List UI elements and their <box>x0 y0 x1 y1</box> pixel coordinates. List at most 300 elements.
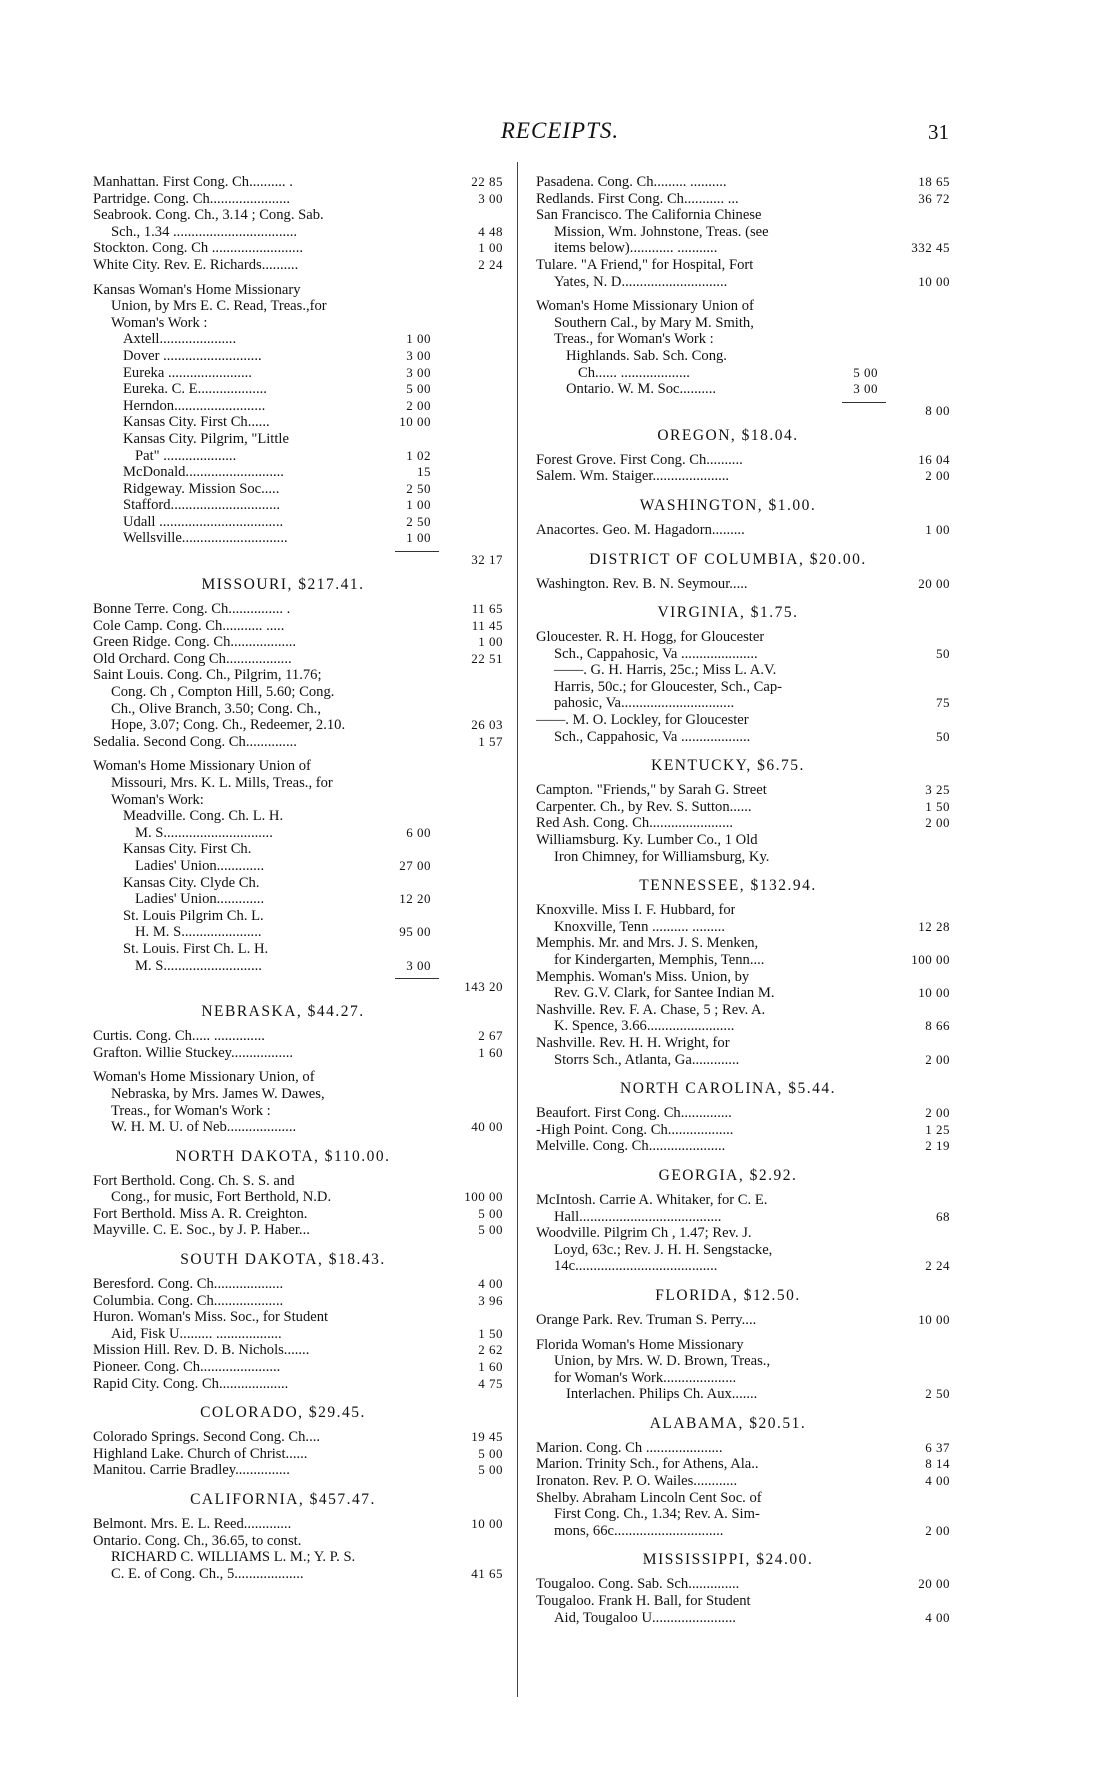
entry-text: Iron Chimney, for Williamsburg, Ky. <box>554 848 770 865</box>
entry-amount: 68 <box>936 1208 950 1224</box>
subtotal-amount: 1 00 <box>406 331 431 347</box>
entry-amount: 26 03 <box>471 717 503 733</box>
entry-line <box>536 365 950 382</box>
entry-amount: 2 00 <box>925 1051 950 1067</box>
entry-text: Eureka ....................... <box>123 364 252 381</box>
entry-amount: 40 00 <box>471 1119 503 1135</box>
entry-amount: 1 00 <box>478 634 503 650</box>
entry-text: St. Louis Pilgrim Ch. L. <box>123 907 264 924</box>
entry-line <box>536 1337 950 1354</box>
entry-amount: 1 00 <box>478 240 503 256</box>
entry-line <box>536 815 950 832</box>
entry-amount: 3 00 <box>478 190 503 206</box>
entry-text: Sch., Cappahosic, Va ................... <box>554 728 751 745</box>
entry-text: Tougaloo. Cong. Sab. Sch.............. <box>536 1576 740 1593</box>
entry-text: Sch., Cappahosic, Va ..................... <box>554 645 758 662</box>
entry-text: C. E. of Cong. Ch., 5................... <box>111 1565 304 1582</box>
entry-line <box>93 191 503 208</box>
subtotal-amount: 3 00 <box>853 381 878 397</box>
entry-text: Aid, Fisk U......... .................. <box>111 1325 282 1342</box>
entry-line <box>93 1206 503 1223</box>
entry-line <box>536 1593 950 1610</box>
entry-text: Ladies' Union............. <box>135 891 265 908</box>
entry-text: Ch...... ................... <box>578 364 690 381</box>
entry-text: Washington. Rev. B. N. Seymour..... <box>536 575 748 592</box>
entry-text: Stafford.............................. <box>123 497 281 514</box>
entry-amount: 10 00 <box>918 1311 950 1327</box>
entry-text: ——. G. H. Harris, 25c.; Miss L. A.V. <box>554 662 777 679</box>
entry-line <box>93 1189 503 1206</box>
state-heading: NORTH CAROLINA, $5.44. <box>620 1080 836 1098</box>
entry-text: Melville. Cong. Ch..................... <box>536 1138 726 1155</box>
subtotal-amount: 15 <box>417 464 431 480</box>
entry-line <box>536 782 950 799</box>
entry-line <box>93 282 503 299</box>
group-total: 32 17 <box>471 552 503 568</box>
entry-text: Sedalia. Second Cong. Ch.............. <box>93 733 297 750</box>
entry-line <box>93 224 503 241</box>
spacer <box>93 274 503 282</box>
entry-text: K. Spence, 3.66........................ <box>554 1018 735 1035</box>
entry-amount: 22 85 <box>471 174 503 189</box>
entry-text: Pasadena. Cong. Ch......... .......... <box>536 174 727 190</box>
rule-line <box>395 978 439 979</box>
entry-amount: 4 00 <box>925 1473 950 1489</box>
entry-line <box>536 1258 950 1275</box>
entry-line <box>93 701 503 718</box>
entry-amount: 10 00 <box>471 1516 503 1531</box>
entry-text: Ladies' Union............. <box>135 857 265 874</box>
entry-line <box>536 695 950 712</box>
subtotal-amount: 1 02 <box>406 447 431 463</box>
entry-text: Loyd, 63c.; Rev. J. H. H. Sengstacke, <box>554 1241 773 1258</box>
state-heading: FLORIDA, $12.50. <box>655 1286 801 1304</box>
state-heading: WASHINGTON, $1.00. <box>639 496 817 514</box>
entry-text: Orange Park. Rev. Truman S. Perry.... <box>536 1311 757 1328</box>
entry-text: Woman's Home Missionary Union of <box>93 758 311 775</box>
entry-text: Southern Cal., by Mary M. Smith, <box>554 314 754 331</box>
entry-amount: 10 00 <box>918 273 950 289</box>
entry-line <box>93 792 503 809</box>
subtotal-amount: 10 00 <box>399 414 431 430</box>
entry-amount: 2 19 <box>925 1138 950 1154</box>
entry-amount: 4 00 <box>478 1276 503 1292</box>
entry-line <box>93 1293 503 1310</box>
entry-amount: 1 00 <box>925 521 950 537</box>
entry-line <box>93 348 503 365</box>
entry-line <box>536 849 950 866</box>
entry-text: Nashville. Rev. H. H. Wright, for <box>536 1034 730 1051</box>
entry-line <box>536 679 950 696</box>
entry-text: Rapid City. Cong. Ch................... <box>93 1375 289 1392</box>
entry-text: Beresford. Cong. Ch................... <box>93 1276 284 1293</box>
entry-text: Beaufort. First Cong. Ch.............. <box>536 1105 732 1122</box>
entry-text: Nebraska, by Mrs. James W. Dawes, <box>111 1085 325 1102</box>
entry-line <box>536 729 950 746</box>
entry-line <box>93 651 503 668</box>
entry-text: Forest Grove. First Cong. Ch.......... <box>536 451 743 468</box>
entry-amount: 20 00 <box>918 575 950 591</box>
entry-line <box>93 1028 503 1045</box>
entry-text: Axtell..................... <box>123 331 237 348</box>
entry-text: Huron. Woman's Miss. Soc., for Student <box>93 1309 329 1326</box>
entry-line <box>536 1370 950 1387</box>
entry-line <box>93 1103 503 1120</box>
subtotal-amount: 1 00 <box>406 530 431 546</box>
group-total: 143 20 <box>464 979 503 995</box>
entry-line <box>93 1462 503 1479</box>
entry-text: Treas., for Woman's Work : <box>111 1102 271 1119</box>
subtotal-amount: 3 00 <box>406 347 431 363</box>
entry-line <box>93 481 503 498</box>
page-number: 31 <box>928 120 949 144</box>
entry-line <box>93 775 503 792</box>
entry-line <box>93 1376 503 1393</box>
entry-text: Cong. Ch , Compton Hill, 5.60; Cong. <box>111 684 335 701</box>
entry-line <box>536 174 950 191</box>
entry-line <box>536 712 950 729</box>
state-heading: TENNESSEE, $132.94. <box>639 877 817 895</box>
entry-text: Shelby. Abraham Lincoln Cent Soc. of <box>536 1489 762 1506</box>
entry-line <box>93 1446 503 1463</box>
entry-line <box>536 1490 950 1507</box>
entry-text: Belmont. Mrs. E. L. Reed............. <box>93 1516 292 1532</box>
entry-text: Rev. G.V. Clark, for Santee Indian M. <box>554 985 775 1002</box>
entry-line <box>536 452 950 469</box>
entry-line <box>93 1342 503 1359</box>
entry-text: St. Louis. First Ch. L. H. <box>123 940 269 957</box>
entry-text: Knoxville, Tenn .......... ......... <box>554 918 725 935</box>
entry-text: Manhattan. First Cong. Ch.......... . <box>93 174 293 190</box>
entry-line <box>536 331 950 348</box>
entry-line <box>93 1533 503 1550</box>
entry-line <box>93 808 503 825</box>
entry-line <box>93 758 503 775</box>
subtotal-amount: 1 00 <box>406 497 431 513</box>
entry-text: -High Point. Cong. Ch.................. <box>536 1121 734 1138</box>
entry-line <box>93 891 503 908</box>
entry-line <box>536 348 950 365</box>
subtotal-amount: 2 50 <box>406 513 431 529</box>
entry-text: Union, by Mrs E. C. Read, Treas.,for <box>111 298 327 315</box>
entry-text: Campton. "Friends," by Sarah G. Street <box>536 782 767 799</box>
subtotal-amount: 27 00 <box>399 857 431 873</box>
subtotal-rule <box>93 547 503 568</box>
entry-amount: 11 65 <box>471 601 503 617</box>
entry-line <box>93 825 503 842</box>
state-heading: SOUTH DAKOTA, $18.43. <box>180 1251 386 1269</box>
entry-amount: 12 28 <box>918 918 950 934</box>
entry-text: Green Ridge. Cong. Ch.................. <box>93 634 297 651</box>
entry-line <box>93 174 503 191</box>
left-column <box>93 174 503 1582</box>
state-heading: DISTRICT OF COLUMBIA, $20.00. <box>589 550 867 568</box>
entry-text: Mission Hill. Rev. D. B. Nichols....... <box>93 1342 310 1359</box>
entry-line <box>93 365 503 382</box>
entry-amount: 2 00 <box>925 1522 950 1538</box>
entry-text: Seabrook. Cong. Ch., 3.14 ; Cong. Sab. <box>93 207 324 224</box>
entry-line <box>536 1018 950 1035</box>
entry-text: Ontario. Cong. Ch., 36.65, to const. <box>93 1532 302 1549</box>
entry-amount: 19 45 <box>471 1429 503 1445</box>
spacer <box>536 290 950 298</box>
entry-line <box>93 908 503 925</box>
entry-amount: 22 51 <box>471 650 503 666</box>
entry-line <box>93 734 503 751</box>
entry-text: Eureka. C. E................... <box>123 381 267 398</box>
entry-line <box>536 919 950 936</box>
entry-line <box>536 629 950 646</box>
entry-line <box>93 530 503 547</box>
entry-text: Saint Louis. Cong. Ch., Pilgrim, 11.76; <box>93 667 322 684</box>
entry-amount: 8 66 <box>925 1018 950 1034</box>
entry-line <box>93 667 503 684</box>
subtotal-amount: 2 50 <box>406 480 431 496</box>
entry-amount: 2 62 <box>478 1342 503 1358</box>
entry-line <box>536 1052 950 1069</box>
entry-text: Udall .................................. <box>123 513 284 530</box>
rule-line <box>395 551 439 552</box>
entry-amount: 5 00 <box>478 1205 503 1221</box>
entry-amount: 5 00 <box>478 1462 503 1478</box>
entry-text: Manitou. Carrie Bradley............... <box>93 1462 290 1479</box>
entry-text: Florida Woman's Home Missionary <box>536 1336 744 1353</box>
entry-text: Fort Berthold. Miss A. R. Creighton. <box>93 1205 308 1222</box>
entry-amount: 2 00 <box>925 815 950 831</box>
entry-text: Carpenter. Ch., by Rev. S. Sutton...... <box>536 798 752 815</box>
entry-line <box>93 414 503 431</box>
entry-text: Kansas City. First Ch. <box>123 841 252 858</box>
entry-text: for Kindergarten, Memphis, Tenn.... <box>554 952 765 968</box>
entry-text: McDonald........................... <box>123 464 284 481</box>
entry-amount: 1 50 <box>925 798 950 814</box>
entry-line <box>536 1242 950 1259</box>
entry-amount: 16 04 <box>918 451 950 467</box>
entry-text: White City. Rev. E. Richards.......... <box>93 256 299 273</box>
entry-text: Fort Berthold. Cong. Ch. S. S. and <box>93 1172 295 1189</box>
spacer <box>93 750 503 758</box>
entry-amount: 100 00 <box>464 1189 503 1205</box>
entry-line <box>93 448 503 465</box>
entry-text: Wellsville............................. <box>123 530 288 547</box>
entry-text: Red Ash. Cong. Ch....................... <box>536 815 734 832</box>
entry-line <box>93 958 503 975</box>
state-heading: MISSOURI, $217.41. <box>201 576 365 594</box>
entry-text: pahosic, Va............................... <box>554 695 735 712</box>
entry-text: H. M. S...................... <box>135 924 262 941</box>
entry-text: Meadville. Cong. Ch. L. H. <box>123 808 284 825</box>
entry-text: W. H. M. U. of Neb................... <box>111 1119 297 1136</box>
entry-amount: 4 48 <box>478 223 503 239</box>
entry-text: Highland Lake. Church of Christ...... <box>93 1445 308 1462</box>
entry-amount: 2 50 <box>925 1386 950 1402</box>
entry-line <box>536 1456 950 1473</box>
entry-text: Ridgeway. Mission Soc..... <box>123 480 280 497</box>
entry-text: Highlands. Sab. Sch. Cong. <box>566 347 727 364</box>
entry-amount: 50 <box>936 645 950 661</box>
entry-text: Columbia. Cong. Ch................... <box>93 1292 284 1309</box>
entry-line <box>536 1440 950 1457</box>
entry-text: items below)............ ........... <box>554 240 718 257</box>
entry-line <box>93 924 503 941</box>
entry-line <box>536 662 950 679</box>
subtotal-amount: 12 20 <box>399 891 431 907</box>
entry-line <box>93 464 503 481</box>
entry-amount: 1 60 <box>478 1044 503 1060</box>
entry-line <box>536 1473 950 1490</box>
entry-text: Hall....................................... <box>554 1208 722 1225</box>
entry-amount: 6 37 <box>925 1439 950 1455</box>
state-heading: CALIFORNIA, $457.47. <box>190 1491 376 1508</box>
state-heading: VIRGINIA, $1.75. <box>657 604 799 622</box>
entry-text: Woman's Home Missionary Union, of <box>93 1069 315 1086</box>
subtotal-amount: 5 00 <box>406 381 431 397</box>
entry-text: Redlands. First Cong. Ch........... ... <box>536 190 739 207</box>
entry-amount: 4 75 <box>478 1375 503 1391</box>
entry-line <box>93 1173 503 1190</box>
entry-text: Mayville. C. E. Soc., by J. P. Haber... <box>93 1222 310 1239</box>
subtotal-amount: 5 00 <box>853 364 878 380</box>
entry-line <box>536 1386 950 1403</box>
entry-amount: 10 00 <box>918 985 950 1001</box>
entry-line <box>536 799 950 816</box>
entry-line <box>536 1122 950 1139</box>
entry-amount: 8 14 <box>925 1456 950 1472</box>
state-heading: COLORADO, $29.45. <box>200 1404 366 1422</box>
entry-text: Ch., Olive Branch, 3.50; Cong. Ch., <box>111 700 321 717</box>
entry-line <box>536 1035 950 1052</box>
entry-line <box>536 381 950 398</box>
state-heading: NEBRASKA, $44.27. <box>201 1003 365 1021</box>
entry-line <box>536 1353 950 1370</box>
entry-line <box>536 257 950 274</box>
entry-line <box>536 935 950 952</box>
entry-line <box>93 1276 503 1293</box>
entry-line <box>536 522 950 539</box>
entry-line <box>93 240 503 257</box>
entry-line <box>93 684 503 701</box>
entry-amount: 4 00 <box>925 1609 950 1625</box>
entry-text: Pat" .................... <box>135 447 237 464</box>
entry-amount: 5 00 <box>478 1445 503 1461</box>
entry-line <box>93 875 503 892</box>
entry-line <box>536 1105 950 1122</box>
entry-line <box>536 1209 950 1226</box>
entry-text: Partridge. Cong. Ch...................... <box>93 190 291 207</box>
entry-text: San Francisco. The California Chinese <box>536 207 762 224</box>
entry-text: for Woman's Work.................... <box>554 1369 737 1386</box>
entry-line <box>536 468 950 485</box>
entry-text: Knoxville. Miss I. F. Hubbard, for <box>536 902 736 919</box>
entry-text: M. S.............................. <box>135 824 273 841</box>
entry-line <box>93 1069 503 1086</box>
entry-amount: 1 50 <box>478 1325 503 1341</box>
entry-text: Memphis. Woman's Miss. Union, by <box>536 968 750 985</box>
entry-line <box>536 274 950 291</box>
entry-text: Old Orchard. Cong Ch.................. <box>93 650 292 667</box>
entry-line <box>536 1576 950 1593</box>
entry-line <box>93 941 503 958</box>
state-heading: NORTH DAKOTA, $110.00. <box>175 1147 391 1165</box>
entry-line <box>536 1523 950 1540</box>
entry-line <box>93 841 503 858</box>
entry-text: McIntosh. Carrie A. Whitaker, for C. E. <box>536 1191 768 1208</box>
entry-amount: 332 45 <box>911 240 950 256</box>
entry-amount: 36 72 <box>918 190 950 206</box>
entry-text: Dover ........................... <box>123 347 262 364</box>
entry-amount: 1 25 <box>925 1121 950 1137</box>
subtotal-amount: 95 00 <box>399 924 431 940</box>
subtotal-amount: 6 00 <box>406 824 431 840</box>
entry-text: Hope, 3.07; Cong. Ch., Redeemer, 2.10. <box>111 717 346 734</box>
entry-line <box>536 1225 950 1242</box>
entry-text: Harris, 50c.; for Gloucester, Sch., Cap- <box>554 678 782 695</box>
entry-line <box>93 257 503 274</box>
entry-amount: 3 25 <box>925 782 950 798</box>
entry-line <box>536 1312 950 1329</box>
entry-line <box>93 381 503 398</box>
entry-text: Anacortes. Geo. M. Hagadorn......... <box>536 521 745 538</box>
entry-amount: 2 24 <box>925 1258 950 1274</box>
entry-text: Bonne Terre. Cong. Ch............... . <box>93 601 291 618</box>
entry-line <box>536 207 950 224</box>
entry-line <box>536 1610 950 1627</box>
entry-amount: 1 60 <box>478 1359 503 1375</box>
state-heading: ALABAMA, $20.51. <box>649 1414 807 1432</box>
entry-text: Mission, Wm. Johnstone, Treas. (see <box>554 223 769 240</box>
state-heading: MISSISSIPPI, $24.00. <box>642 1551 814 1569</box>
entry-line <box>536 1002 950 1019</box>
spacer <box>536 1329 950 1337</box>
entry-line <box>93 207 503 224</box>
entry-text: Union, by Mrs. W. D. Brown, Treas., <box>554 1353 771 1370</box>
subtotal-rule <box>536 398 950 418</box>
entry-line <box>536 224 950 241</box>
entry-amount: 1 57 <box>478 733 503 749</box>
entry-text: Woman's Home Missionary Union of <box>536 298 754 315</box>
entry-line <box>536 902 950 919</box>
entry-text: Tulare. "A Friend," for Hospital, Fort <box>536 256 754 273</box>
entry-line <box>536 1192 950 1209</box>
state-heading: GEORGIA, $2.92. <box>658 1166 798 1184</box>
entry-text: mons, 66c.............................. <box>554 1522 724 1539</box>
entry-amount: 2 00 <box>925 468 950 484</box>
entry-line <box>93 858 503 875</box>
entry-text: Missouri, Mrs. K. L. Mills, Treas., for <box>111 775 333 791</box>
entry-text: Treas., for Woman's Work : <box>554 331 714 348</box>
entry-text: Woman's Work: <box>111 791 204 808</box>
entry-line <box>93 618 503 635</box>
entry-line <box>93 1516 503 1533</box>
entry-text: Grafton. Willie Stuckey................. <box>93 1044 294 1061</box>
entry-text: Kansas Woman's Home Missionary <box>93 281 301 298</box>
entry-line <box>93 514 503 531</box>
entry-line <box>93 1359 503 1376</box>
subtotal-amount: 3 00 <box>406 364 431 380</box>
entry-line <box>93 497 503 514</box>
subtotal-rule <box>93 974 503 995</box>
entry-amount: 2 00 <box>925 1105 950 1121</box>
subtotal-amount: 2 00 <box>406 397 431 413</box>
entry-text: Ontario. W. M. Soc.......... <box>566 381 716 398</box>
entry-amount: 3 96 <box>478 1292 503 1308</box>
entry-text: Marion. Cong. Ch ..................... <box>536 1439 723 1456</box>
entry-line <box>536 1506 950 1523</box>
entry-line <box>93 634 503 651</box>
entry-line <box>536 240 950 257</box>
entry-line <box>536 832 950 849</box>
group-total: 8 00 <box>925 402 950 418</box>
